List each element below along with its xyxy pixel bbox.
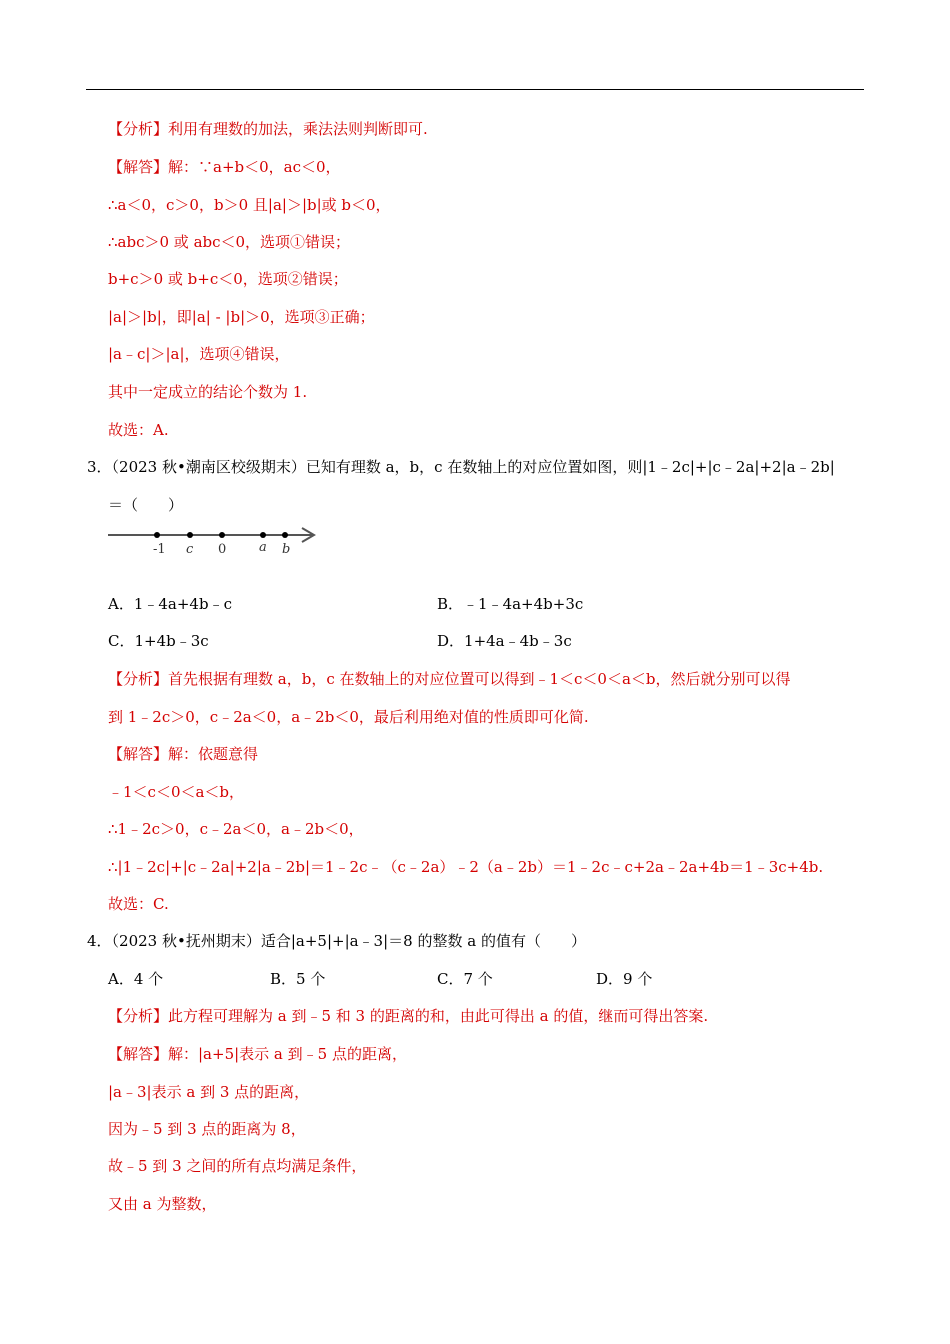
option-a: A．4 个	[108, 970, 164, 988]
label-zero: 0	[218, 542, 227, 557]
option-d: D．9 个	[596, 970, 653, 988]
solution-line: 【解答】解：∵a+b＜0，ac＜0，	[108, 158, 341, 176]
option-c: C．1+4b﹣3c	[108, 632, 209, 650]
solution-line: 【解答】解：|a+5|表示 a 到﹣5 点的距离，	[108, 1045, 407, 1063]
solution-line: b+c＞0 或 b+c＜0，选项②错误；	[108, 270, 348, 288]
solution-line: ∴a＜0，c＞0，b＞0 且|a|＞|b|或 b＜0，	[108, 196, 391, 214]
point-zero	[219, 532, 225, 538]
question-4-stem: 4．（2023 秋•抚州期末）适合|a+5|+|a﹣3|＝8 的整数 a 的值有（ ）	[87, 932, 586, 950]
solution-line: ∴abc＞0 或 abc＜0，选项①错误；	[108, 233, 351, 251]
solution-line: 因为﹣5 到 3 点的距离为 8，	[108, 1120, 306, 1138]
option-c: C．7 个	[437, 970, 493, 988]
solution-line: 【解答】解：依题意得	[108, 745, 259, 763]
point-c	[187, 532, 193, 538]
analysis-line: 【分析】利用有理数的加法，乘法法则判断即可.	[108, 120, 428, 138]
solution-line: |a﹣3|表示 a 到 3 点的距离，	[108, 1083, 310, 1101]
label-a: a	[259, 540, 267, 555]
solution-line: |a﹣c|＞|a|，选项④错误，	[108, 345, 290, 363]
header-rule	[86, 89, 864, 90]
solution-line: 又由 a 为整数，	[108, 1195, 217, 1213]
solution-line: 故﹣5 到 3 之间的所有点均满足条件，	[108, 1157, 367, 1175]
option-b: B．﹣1﹣4a+4b+3c	[437, 595, 584, 613]
question-3-stem: 3．（2023 秋•潮南区校级期末）已知有理数 a，b，c 在数轴上的对应位置如图，则|1﹣2c|+|c﹣2a|+2|a﹣2b|	[87, 458, 835, 476]
analysis-line: 【分析】此方程可理解为 a 到﹣5 和 3 的距离的和，由此可得出 a 的值，继而可得出答案.	[108, 1007, 709, 1025]
solution-line: ∴1﹣2c＞0，c﹣2a＜0，a﹣2b＜0，	[108, 820, 364, 838]
option-a: A．1﹣4a+4b﹣c	[108, 595, 232, 613]
label-c: c	[186, 542, 194, 557]
point-b	[282, 532, 288, 538]
solution-line: ﹣1＜c＜0＜a＜b，	[108, 783, 245, 801]
option-b: B．5 个	[270, 970, 326, 988]
answer-line: 故选：C.	[108, 895, 169, 913]
option-d: D．1+4a﹣4b﹣3c	[437, 632, 572, 650]
analysis-line: 【分析】首先根据有理数 a，b，c 在数轴上的对应位置可以得到﹣1＜c＜0＜a＜b，然后就分别可以得	[108, 670, 791, 688]
point-minus-one	[154, 532, 160, 538]
label-b: b	[282, 542, 291, 557]
solution-line: 其中一定成立的结论个数为 1.	[108, 383, 308, 401]
answer-line: 故选：A.	[108, 421, 169, 439]
label-minus-one: -1	[153, 542, 166, 557]
analysis-line-cont: 到 1﹣2c＞0，c﹣2a＜0，a﹣2b＜0，最后利用绝对值的性质即可化简.	[108, 708, 589, 726]
number-line-figure	[104, 522, 324, 558]
point-a	[260, 532, 266, 538]
solution-line: |a|＞|b|，即|a| - |b|＞0，选项③正确；	[108, 308, 375, 326]
question-3-stem-cont: ＝（ ）	[108, 496, 184, 514]
solution-line: ∴|1﹣2c|+|c﹣2a|+2|a﹣2b|＝1﹣2c﹣（c﹣2a）﹣2（a﹣2b）＝1﹣2c﹣c+2a﹣2a+4b＝1﹣3c+4b.	[108, 858, 824, 876]
